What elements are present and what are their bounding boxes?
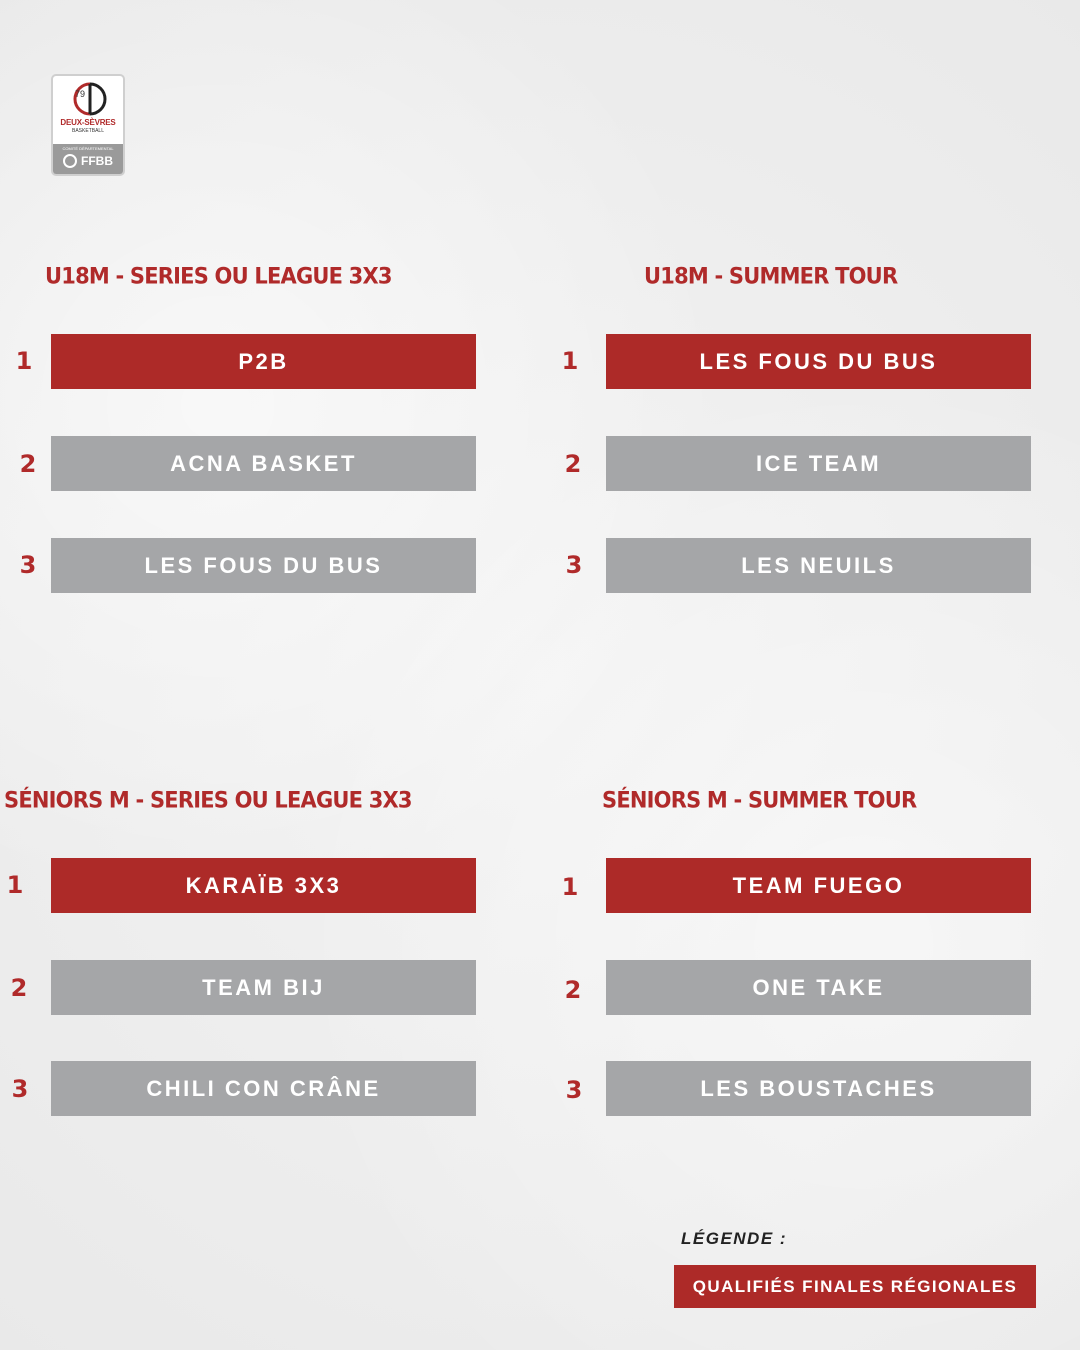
logo-mark-icon	[70, 82, 110, 116]
rank-number: 1	[561, 347, 579, 375]
rank-number: 3	[11, 1075, 29, 1103]
legend-qualified-badge: QUALIFIÉS FINALES RÉGIONALES	[674, 1265, 1036, 1308]
logo-number: 79	[75, 89, 86, 99]
rank-number: 1	[6, 871, 24, 899]
rank-number: 3	[565, 551, 583, 579]
team-bar-qualified: KARAÏB 3X3	[51, 858, 476, 913]
team-bar: LES BOUSTACHES	[606, 1061, 1031, 1116]
rank-number: 3	[19, 551, 37, 579]
logo-sport: BASKETBALL	[72, 128, 104, 134]
logo-top	[53, 76, 123, 148]
rank-number: 1	[561, 873, 579, 901]
team-bar: LES NEUILS	[606, 538, 1031, 593]
team-bar-qualified: P2B	[51, 334, 476, 389]
section-title-u18m-series: U18M - SERIES OU LEAGUE 3X3	[45, 263, 392, 289]
team-bar-qualified: LES FOUS DU BUS	[606, 334, 1031, 389]
rank-number: 3	[565, 1076, 583, 1104]
ffbb-deux-sevres-logo	[51, 74, 125, 176]
logo-federation: FFBB	[81, 154, 113, 168]
team-bar: ONE TAKE	[606, 960, 1031, 1015]
team-bar-qualified: TEAM FUEGO	[606, 858, 1031, 913]
team-bar: LES FOUS DU BUS	[51, 538, 476, 593]
logo-bottom	[53, 144, 123, 174]
legend-title: LÉGENDE :	[681, 1229, 788, 1248]
rank-number: 2	[19, 450, 37, 478]
basketball-icon	[63, 154, 77, 168]
rank-number: 2	[564, 976, 582, 1004]
rank-number: 2	[564, 450, 582, 478]
team-bar: TEAM BIJ	[51, 960, 476, 1015]
section-title-seniors-series: SÉNIORS M - SERIES OU LEAGUE 3X3	[4, 787, 412, 813]
logo-name: DEUX-SÈVRES	[60, 118, 116, 127]
team-bar: CHILI CON CRÂNE	[51, 1061, 476, 1116]
rank-number: 1	[15, 347, 33, 375]
rank-number: 2	[10, 974, 28, 1002]
team-bar: ACNA BASKET	[51, 436, 476, 491]
team-bar: ICE TEAM	[606, 436, 1031, 491]
section-title-seniors-summer: SÉNIORS M - SUMMER TOUR	[602, 787, 917, 813]
section-title-u18m-summer: U18M - SUMMER TOUR	[644, 263, 898, 289]
logo-committee: COMITÉ DÉPARTEMENTAL	[62, 146, 114, 151]
